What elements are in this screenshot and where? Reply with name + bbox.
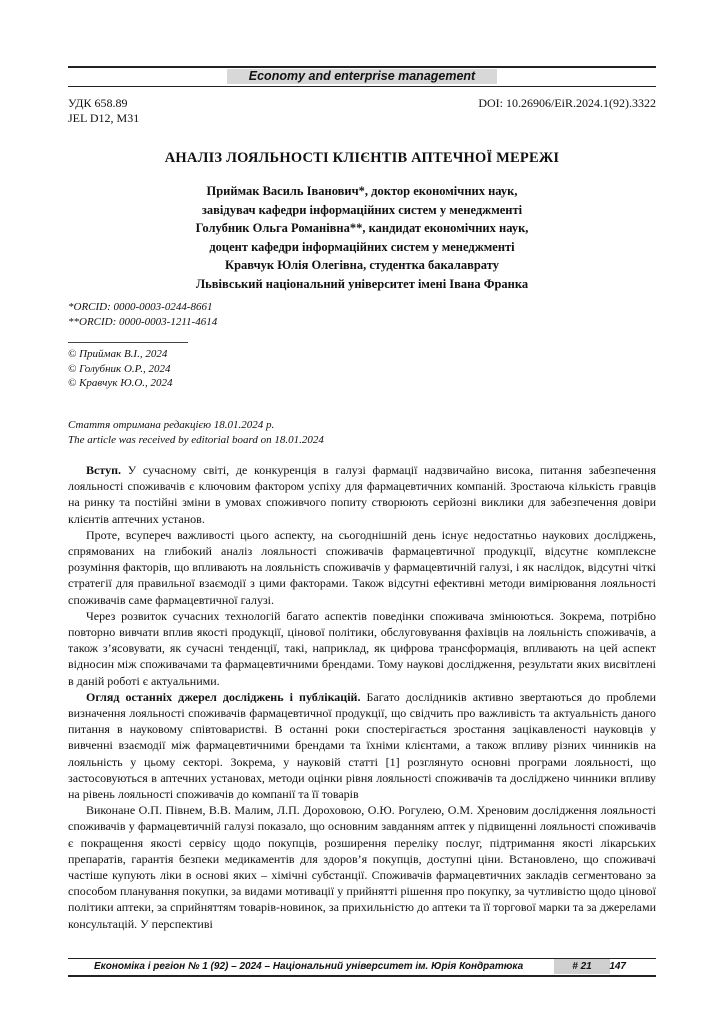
orcid-list bbox=[68, 300, 217, 329]
paragraph bbox=[68, 608, 656, 689]
orcid-entry[interactable]: *ORCID: 0000-0003-0244-8661 bbox=[68, 301, 213, 313]
received-en: The article was received by editorial board on 18.01.2024 bbox=[68, 433, 324, 446]
udk-code: УДК 658.89 bbox=[68, 96, 128, 110]
jel-code: JEL D12, M31 bbox=[68, 111, 140, 125]
paragraph bbox=[68, 462, 656, 527]
author-block bbox=[68, 182, 656, 293]
author-line: Голубник Ольга Романівна**, кандидат економічних наук, bbox=[195, 221, 529, 235]
doi[interactable]: DOI: 10.26906/EiR.2024.1(92).3322 bbox=[478, 96, 656, 110]
classification-codes bbox=[68, 96, 139, 126]
divider bbox=[68, 342, 188, 343]
author-line: Приймак Василь Іванович*, доктор економічних наук, bbox=[206, 184, 518, 198]
section-title: Economy and enterprise management bbox=[227, 69, 497, 84]
issue-badge: # 21 bbox=[554, 959, 610, 974]
article-title: АНАЛІЗ ЛОЯЛЬНОСТІ КЛІЄНТІВ АПТЕЧНОЇ МЕРЕЖІ bbox=[164, 150, 560, 166]
running-footer bbox=[68, 958, 656, 977]
paragraph-heading: Вступ. bbox=[86, 463, 121, 477]
article-body bbox=[68, 462, 656, 932]
paragraph-text: У сучасному світі, де конкуренція в галузі фармації надзвичайно висока, питання забезпечення лояльності споживачів є ключовим фактором успіху для фармацевтичних компаній. Зростаюча кількість гравців на ринку та постійні зміни в умовах споживчого попиту створюють серйозні виклики для забезпечення довіри клієнтів аптечних установ. bbox=[68, 463, 656, 526]
paragraph bbox=[68, 527, 656, 608]
journal-info: Економіка і регіон № 1 (92) – 2024 – Національний університет ім. Юрія Кондратюка bbox=[94, 961, 524, 972]
paragraph-text: Через розвиток сучасних технологій багато аспектів поведінки споживача змінюються. Зокрема, потрібно повторно вивчати вплив якості продукції, цінової політики, обслуговування фахівців на лояльність споживачів, а також з’ясовувати, як сучасні тенденції, такі, наприклад, як цифрова трансформація, впливають на цей аспект відносин між споживачами та фармацевтичними брендами. Тому наукові дослідження, результати яких висвітлені в даній роботі є актуальними. bbox=[68, 608, 656, 688]
copyright-entry: © Приймак В.І., 2024 bbox=[68, 348, 168, 360]
paragraph bbox=[68, 802, 656, 932]
copyright-entry: © Голубник О.Р., 2024 bbox=[68, 362, 171, 375]
orcid-entry[interactable]: **ORCID: 0000-0003-1211-4614 bbox=[68, 315, 218, 328]
author-line: Кравчук Юлія Олегівна, студентка бакалаврату bbox=[225, 258, 499, 272]
copyright-entry: © Кравчук Ю.О., 2024 bbox=[68, 377, 173, 389]
author-line: завідувач кафедри інформаційних систем у менеджменті bbox=[201, 202, 523, 217]
author-line: доцент кафедри інформаційних систем у менеджменті bbox=[209, 239, 515, 254]
paragraph bbox=[68, 689, 656, 802]
paragraph-text: Виконане О.П. Півнем, В.В. Малим, Л.П. Дороховою, О.Ю. Рогулею, О.М. Хреновим дослідження лояльності споживачів у фармацевтичній галузі показало, що основним завданням аптек у підвищенні лояльності споживачів є покращення якості сервісу щодо покупців, розширення переліку послуг, підтримання якості лікарських препаратів, гарантія безпеки медикаментів для здоров’я покупців, доступні ціни. Встановлено, що споживачі частіше купують ліки в основі яких – хімічні субстанції. Споживачів фармацевтичних закладів сегментовано за способом планування покупки, за видами мотивації у прийнятті рішення про покупку, за чутливістю щодо цінової політики аптеки, за сприйняттям товарів-новинок, за прихильністю до аптеки та її торгової марки та за джерелами консультацій. У перспективі bbox=[68, 803, 656, 931]
received-note bbox=[68, 418, 324, 447]
paragraph-text: Проте, всупереч важливості цього аспекту, на сьогоднішній день існує недостатньо наукових досліджень, спрямованих на глибокий аналіз лояльності споживачів фармацевтичної продукції, відсутнє комплексне розуміння факторів, що впливають на лояльність споживачів у фармацевтичній галузі, і як наслідок, відсутні чіткі стратегії для правильної взаємодії з цими факторами. Також відсутні ефективні методи вимірювання лояльності споживачів саме фармацевтичної галузі. bbox=[68, 527, 656, 607]
affiliation: Львівський національний університет імені Івана Франка bbox=[195, 276, 529, 291]
running-header bbox=[68, 66, 656, 87]
paragraph-heading: Огляд останніх джерел досліджень і публікацій. bbox=[86, 689, 361, 704]
page-number: 147 bbox=[609, 961, 626, 972]
received-ua: Стаття отримана редакцією 18.01.2024 р. bbox=[68, 419, 275, 431]
copyright-list bbox=[68, 347, 173, 391]
paragraph-text: Багато дослідників активно звертаються до проблеми визначення лояльності споживачів фармацевтичної продукції, що свідчить про важливість та актуальність даного питання в науковому співтоваристві. В останні роки спостерігається зростання зацікавленості науковців у вивченні взаємодії між фармацевтичними брендами та їхніми клієнтами, а також впливу різних чинників на лояльність у цьому секторі. Зокрема, у науковій статті [1] розглянуто основні програми лояльності, що застосовуються в аптечних установах, методи оцінки рівня лояльності споживачів та досліджено чинники впливу на рівень лояльності споживачів до компанії та її товарів bbox=[68, 689, 656, 802]
